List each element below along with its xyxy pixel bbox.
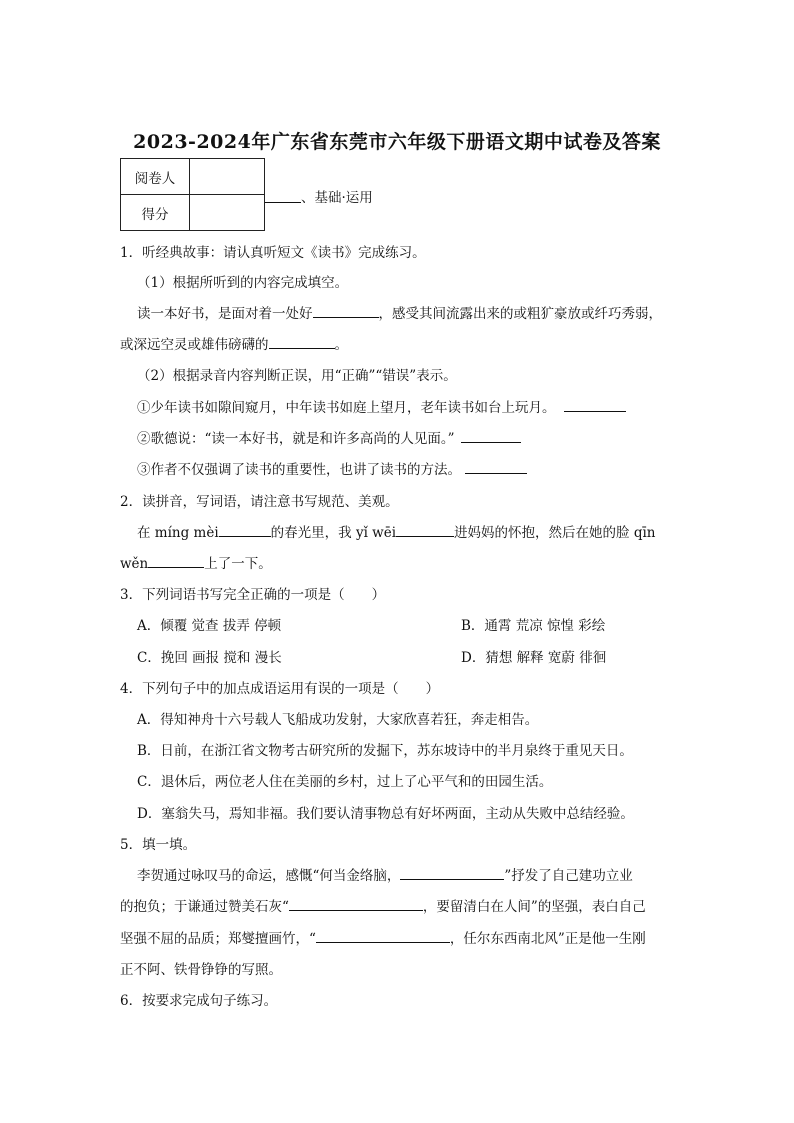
q1-item-1 — [137, 396, 626, 416]
q5-l3-a: 坚强不屈的品质；郑燮擅画竹，“ — [120, 931, 316, 947]
reviewer-label: 阅卷人 — [121, 159, 190, 195]
q2-stem: 2．读拼音，写词语，请注意书写规范、美观。 — [120, 494, 399, 510]
q1-item-2-text: ②歌德说：“读一本好书，就是和许多高尚的人见面。” — [137, 431, 455, 447]
section-number-blank — [265, 201, 301, 203]
q5-l2-b: ，要留清白在人间”的坚强，表白自己 — [422, 899, 646, 915]
q1-item-1-text: ①少年读书如隙间窥月，中年读书如庭上望月，老年读书如台上玩月。 — [137, 400, 556, 416]
q3-stem: 3．下列词语书写完全正确的一项是（ ） — [120, 587, 386, 603]
q2-pinyin-4: wěn — [120, 556, 149, 572]
q5-line-1 — [137, 864, 633, 884]
q3-option-a[interactable]: A．倾覆 觉查 拔弄 停顿 — [137, 618, 282, 634]
q5-line-2 — [120, 895, 646, 915]
q1-item-3-text: ③作者不仅强调了读书的重要性，也讲了读书的方法。 — [137, 462, 461, 478]
q1-fill-b1: 或深远空灵或雄伟磅礴的 — [120, 337, 269, 353]
q4-option-a[interactable]: A．得知神舟十六号载人飞船成功发射，大家欣喜若狂，奔走相告。 — [137, 712, 539, 728]
q3-option-d[interactable]: D．猜想 解释 宽蔚 徘徊 — [461, 650, 607, 666]
score-label: 得分 — [121, 195, 190, 231]
q6-stem: 6．按要求完成句子练习。 — [120, 993, 278, 1009]
q1-fill-b2: 。 — [334, 337, 348, 353]
q1-blank-2[interactable] — [269, 335, 335, 349]
q5-blank-1[interactable] — [400, 866, 504, 880]
q5-blank-3[interactable] — [316, 929, 450, 943]
q1-fill-a1: 读一本好书，是面对着一处好 — [137, 306, 313, 322]
section-title: 、基础·运用 — [301, 190, 373, 206]
q1-item-1-blank[interactable] — [564, 398, 626, 412]
q2-blank-3[interactable] — [148, 554, 204, 568]
q2-blank-1[interactable] — [219, 523, 271, 537]
score-table — [120, 158, 265, 231]
q1-item-2 — [137, 427, 521, 447]
q1-item-3-blank[interactable] — [465, 460, 527, 474]
q5-l3-b: ，任尔东西南北风”正是他一生刚 — [449, 931, 646, 947]
page-title: 2023-2024年广东省东莞市六年级下册语文期中试卷及答案 — [133, 131, 661, 153]
q1-sub1: （1）根据所听到的内容完成填空。 — [137, 275, 349, 291]
q5-l2-a: 的抱负；于谦通过赞美石灰“ — [120, 899, 289, 915]
q4-stem: 4．下列句子中的加点成语运用有误的一项是（ ） — [120, 681, 440, 697]
q1-fill-line-a — [137, 302, 662, 322]
q2-line-2 — [120, 552, 272, 572]
q1-sub2: （2）根据录音内容判断正误，用“正确”“错误”表示。 — [137, 368, 457, 384]
q2-pinyin-2: 的春光里，我 yǐ wēi — [270, 525, 397, 541]
reviewer-cell — [190, 159, 265, 195]
q1-fill-line-b — [120, 333, 348, 353]
q1-item-3 — [137, 458, 527, 478]
q5-stem: 5．填一填。 — [120, 837, 197, 853]
q2-line-1 — [137, 521, 656, 541]
q1-stem: 1．听经典故事：请认真听短文《读书》完成练习。 — [120, 245, 426, 261]
q5-blank-2[interactable] — [289, 897, 423, 911]
q4-option-c[interactable]: C．退休后，两位老人住在美丽的乡村，过上了心平气和的田园生活。 — [137, 774, 553, 790]
q5-line-3 — [120, 927, 646, 947]
q1-item-2-blank[interactable] — [461, 429, 521, 443]
q4-option-b[interactable]: B．日前，在浙江省文物考古研究所的发掘下，苏东坡诗中的半月泉终于重见天日。 — [137, 743, 633, 759]
q1-blank-1[interactable] — [313, 304, 379, 318]
q5-line-4: 正不阿、铁骨铮铮的写照。 — [120, 962, 282, 978]
q4-option-d[interactable]: D．塞翁失马，焉知非福。我们要认清事物总有好坏两面，主动从失败中总结经验。 — [137, 806, 634, 822]
q5-l1-b: ”抒发了自己建功立业 — [504, 868, 633, 884]
score-cell — [190, 195, 265, 231]
q3-option-b[interactable]: B．通霄 荒凉 惊惶 彩绘 — [461, 618, 606, 634]
q2-tail: 上了一下。 — [204, 556, 272, 572]
q3-option-c[interactable]: C．挽回 画报 搅和 漫长 — [137, 650, 282, 666]
q5-l1-a: 李贺通过咏叹马的命运，感慨“何当金络脑， — [137, 868, 401, 884]
q1-fill-a2: ，感受其间流露出来的或粗犷豪放或纤巧秀弱， — [378, 306, 662, 322]
q2-pinyin-3: 进妈妈的怀抱，然后在她的脸 qīn — [454, 525, 656, 541]
section-heading — [265, 186, 373, 206]
q2-blank-2[interactable] — [396, 523, 454, 537]
q2-pinyin-1: 在 míng mèi — [137, 525, 219, 541]
